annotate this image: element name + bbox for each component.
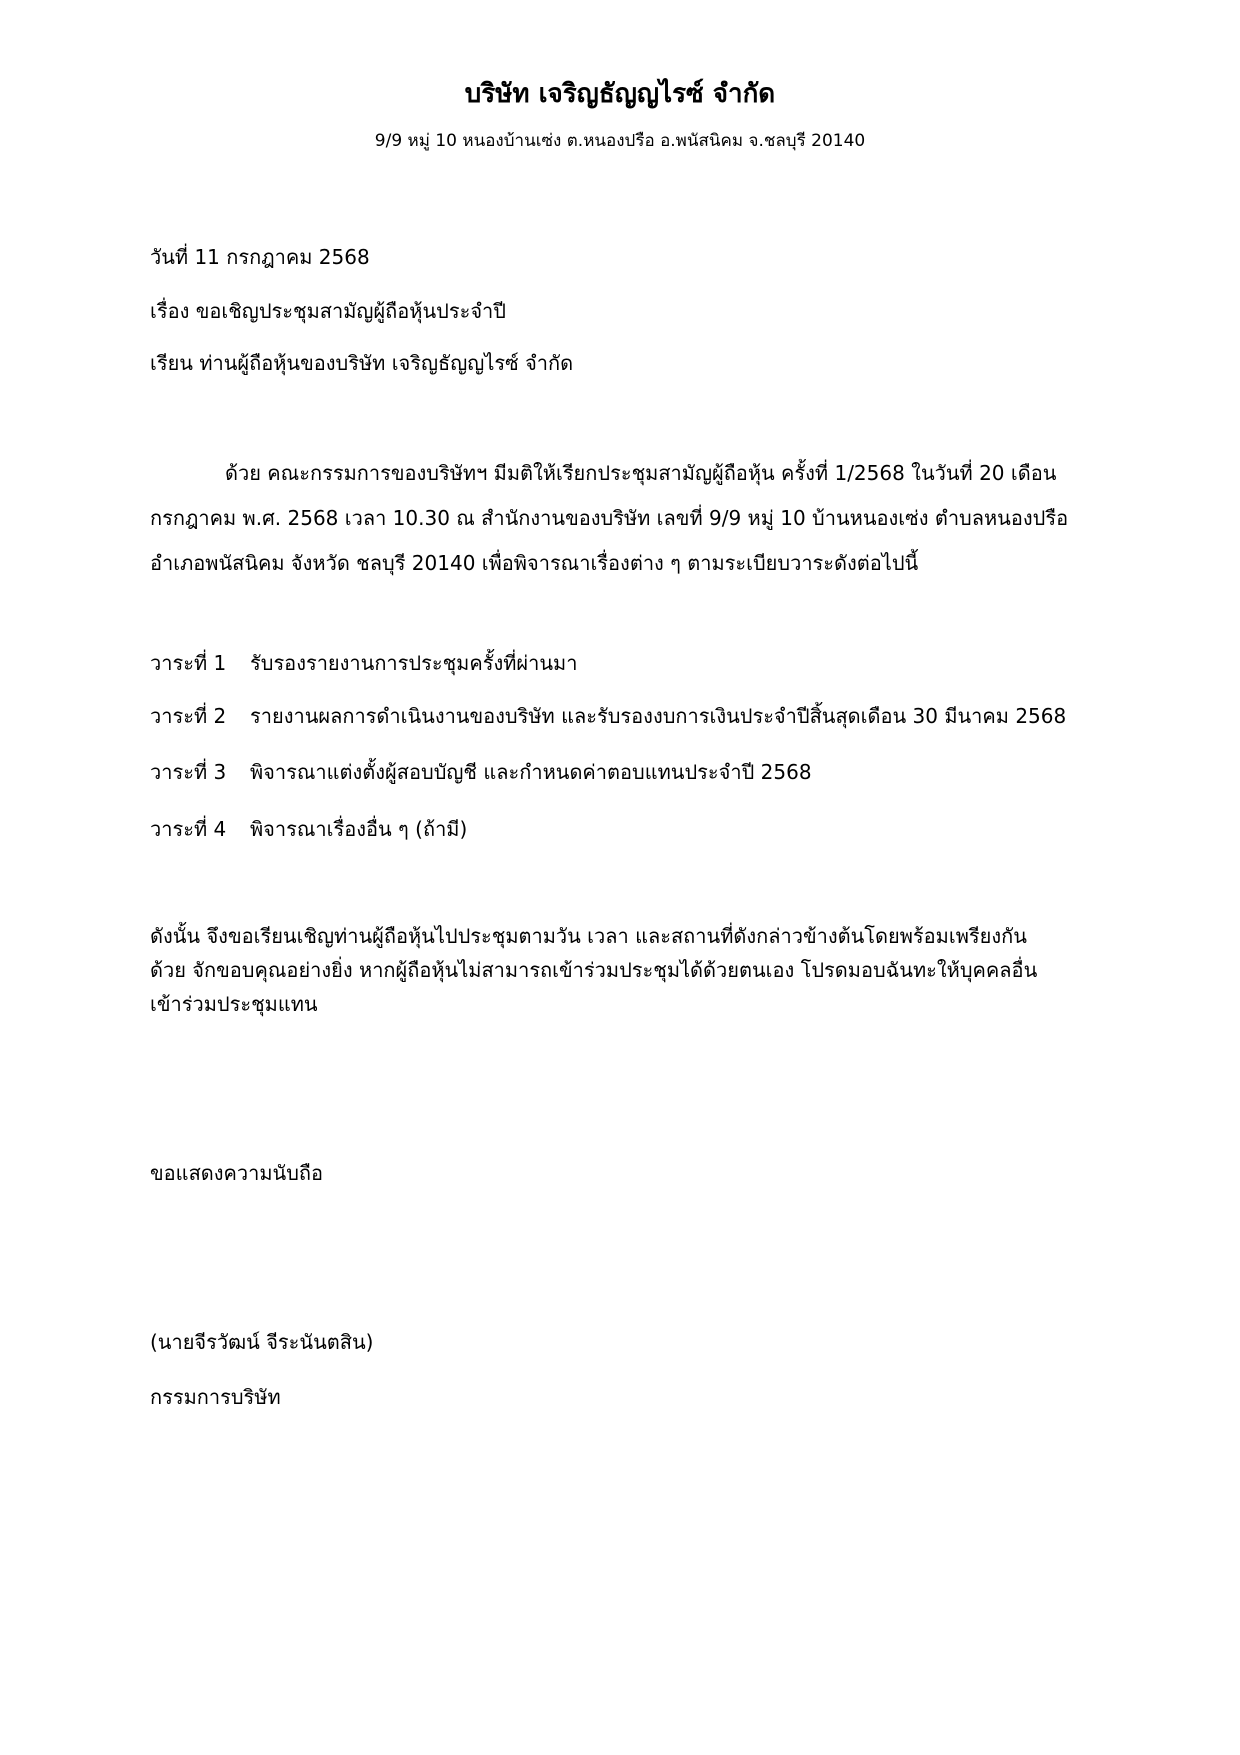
company-address: 9/9 หมู่ 10 หนองบ้านเซ่ง ต.หนองปรือ อ.พนัสนิคม จ.ชลบุรี 20140 bbox=[374, 131, 866, 151]
intro-line: ด้วย คณะกรรมการของบริษัทฯ มีมติให้เรียกประชุมสามัญผู้ถือหุ้น ครั้งที่ 1/2568 ในวันที่ 20 เดือน bbox=[225, 461, 1057, 485]
agenda-text: รับรองรายงานการประชุมครั้งที่ผ่านมา bbox=[250, 651, 578, 675]
intro-paragraph bbox=[150, 458, 1118, 593]
agenda-number: วาระที่ 1 bbox=[150, 651, 227, 675]
agenda-number: วาระที่ 2 bbox=[150, 704, 227, 728]
letter-date: วันที่ 11 กรกฎาคม 2568 bbox=[150, 245, 370, 269]
closing-line: ด้วย จักขอบคุณอย่างยิ่ง หากผู้ถือหุ้นไม่สามารถเข้าร่วมประชุมได้ด้วยตนเอง โปรดมอบฉันทะให้บุคคลอื่น bbox=[150, 958, 1038, 982]
agenda-item bbox=[150, 814, 467, 844]
sign-off: ขอแสดงความนับถือ bbox=[150, 1161, 324, 1185]
agenda-text: รายงานผลการดำเนินงานของบริษัท และรับรองงบการเงินประจำปีสิ้นสุดเดือน 30 มีนาคม 2568 bbox=[250, 704, 1067, 728]
letter-subject: เรื่อง ขอเชิญประชุมสามัญผู้ถือหุ้นประจำปี bbox=[150, 299, 506, 323]
intro-line: กรกฎาคม พ.ศ. 2568 เวลา 10.30 ณ สำนักงานของบริษัท เลขที่ 9/9 หมู่ 10 บ้านหนองเซ่ง ตำบลหนองปรือ bbox=[150, 506, 1069, 530]
company-name: บริษัท เจริญธัญญไรซ์ จำกัด bbox=[464, 79, 776, 109]
agenda-text: พิจารณาแต่งตั้งผู้สอบบัญชี และกำหนดค่าตอบแทนประจำปี 2568 bbox=[250, 760, 812, 784]
intro-line: อำเภอพนัสนิคม จังหวัด ชลบุรี 20140 เพื่อพิจารณาเรื่องต่าง ๆ ตามระเบียบวาระดังต่อไปนี้ bbox=[150, 551, 919, 575]
agenda-number: วาระที่ 4 bbox=[150, 817, 227, 841]
closing-line: ดังนั้น จึงขอเรียนเชิญท่านผู้ถือหุ้นไปประชุมตามวัน เวลา และสถานที่ดังกล่าวข้างต้นโดยพร้อมเพรียงกัน bbox=[150, 924, 1027, 948]
signatory-name: (นายจีรวัฒน์ จีระนันตสิน) bbox=[150, 1330, 374, 1354]
agenda-item bbox=[150, 701, 1066, 731]
closing-paragraph bbox=[150, 921, 1118, 1023]
agenda-item bbox=[150, 648, 577, 678]
letter-recipient: เรียน ท่านผู้ถือหุ้นของบริษัท เจริญธัญญไรซ์ จำกัด bbox=[150, 351, 574, 375]
agenda-number: วาระที่ 3 bbox=[150, 760, 227, 784]
closing-line: เข้าร่วมประชุมแทน bbox=[150, 992, 318, 1016]
agenda-text: พิจารณาเรื่องอื่น ๆ (ถ้ามี) bbox=[250, 817, 468, 841]
signatory-title: กรรมการบริษัท bbox=[150, 1385, 281, 1409]
agenda-item bbox=[150, 757, 812, 787]
